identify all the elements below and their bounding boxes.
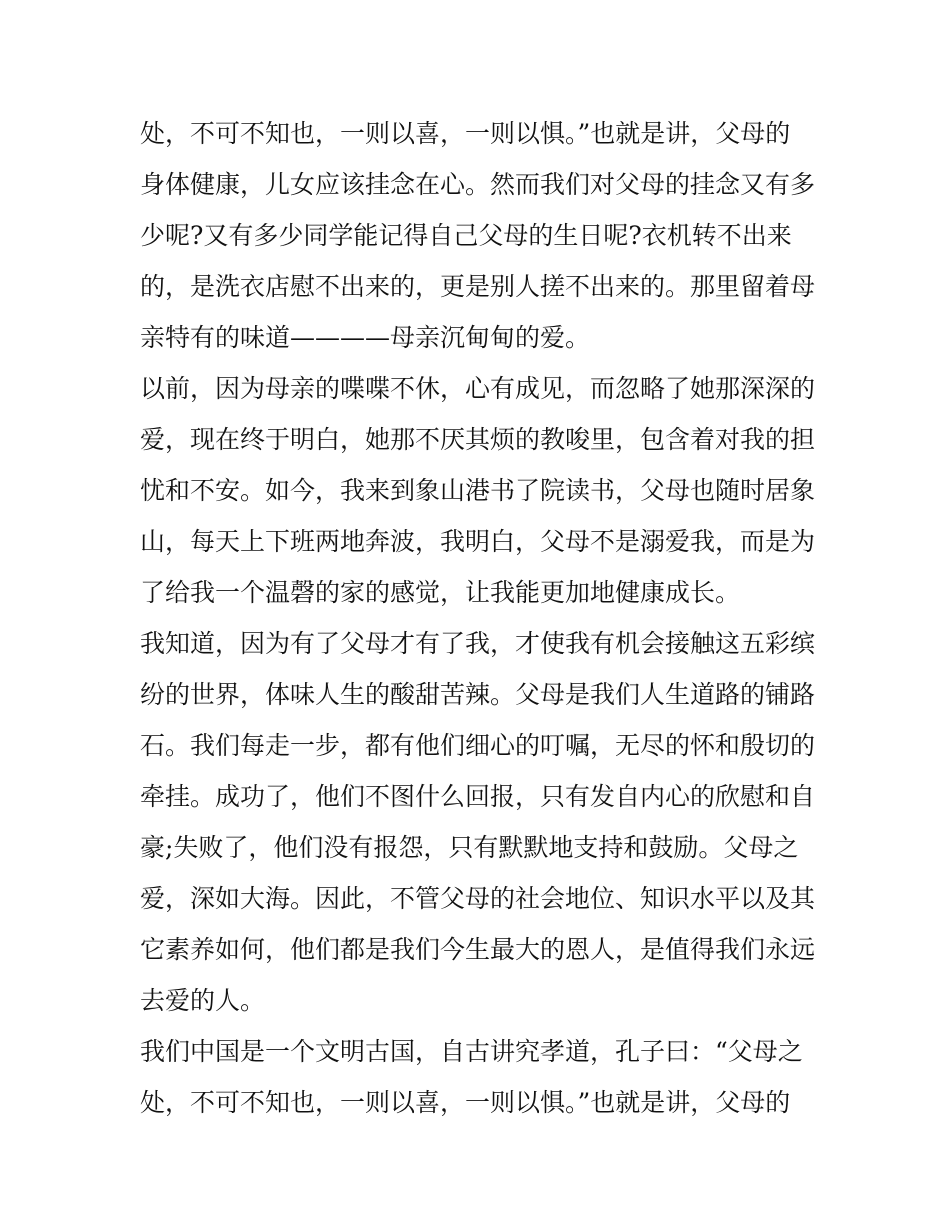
text-line-19: 我们中国是一个文明古国，自古讲究孝道，孔子曰：“父母之 [140, 1037, 803, 1066]
text-line-2: 身体健康，儿女应该挂念在心。然而我们对父母的挂念又有多 [140, 170, 816, 199]
text-line-1: 处，不可不知也，一则以喜，一则以惧。”也就是讲，父母的 [140, 119, 791, 148]
text-line-16: 爱，深如大海。因此，不管父母的社会地位、知识水平以及其 [140, 884, 816, 913]
text-line-7: 爱，现在终于明白，她那不厌其烦的教唆里，包含着对我的担 [140, 425, 816, 454]
text-line-4: 的，是洗衣店慰不出来的，更是别人搓不出来的。那里留着母 [140, 272, 816, 301]
text-line-20: 处，不可不知也，一则以喜，一则以惧。”也就是讲，父母的 [140, 1088, 791, 1117]
text-line-14: 牵挂。成功了，他们不图什么回报，只有发自内心的欣慰和自 [140, 782, 816, 811]
text-line-18: 去爱的人。 [140, 986, 266, 1015]
document-body [140, 108, 820, 1128]
text-line-13: 石。我们每走一步，都有他们细心的叮嘱，无尽的怀和殷切的 [140, 731, 816, 760]
text-line-17: 它素养如何，他们都是我们今生最大的恩人，是值得我们永远 [140, 935, 816, 964]
text-line-5: 亲特有的味道————母亲沉甸甸的爱。 [140, 323, 591, 352]
text-line-12: 纷的世界，体味人生的酸甜苦辣。父母是我们人生道路的铺路 [140, 680, 816, 709]
text-line-6: 以前，因为母亲的喋喋不休，心有成见，而忽略了她那深深的 [140, 374, 816, 403]
text-line-15: 豪;失败了，他们没有报怨，只有默默地支持和鼓励。父母之 [140, 833, 799, 862]
text-line-10: 了给我一个温磬的家的感觉，让我能更加地健康成长。 [140, 578, 741, 607]
text-line-3: 少呢?又有多少同学能记得自己父母的生日呢?衣机转不出来 [140, 221, 792, 250]
text-line-9: 山，每天上下班两地奔波，我明白，父母不是溺爱我，而是为 [140, 527, 816, 556]
text-line-8: 忧和不安。如今，我来到象山港书了院读书，父母也随时居象 [140, 476, 816, 505]
text-line-11: 我知道，因为有了父母才有了我，才使我有机会接触这五彩缤 [140, 629, 816, 658]
